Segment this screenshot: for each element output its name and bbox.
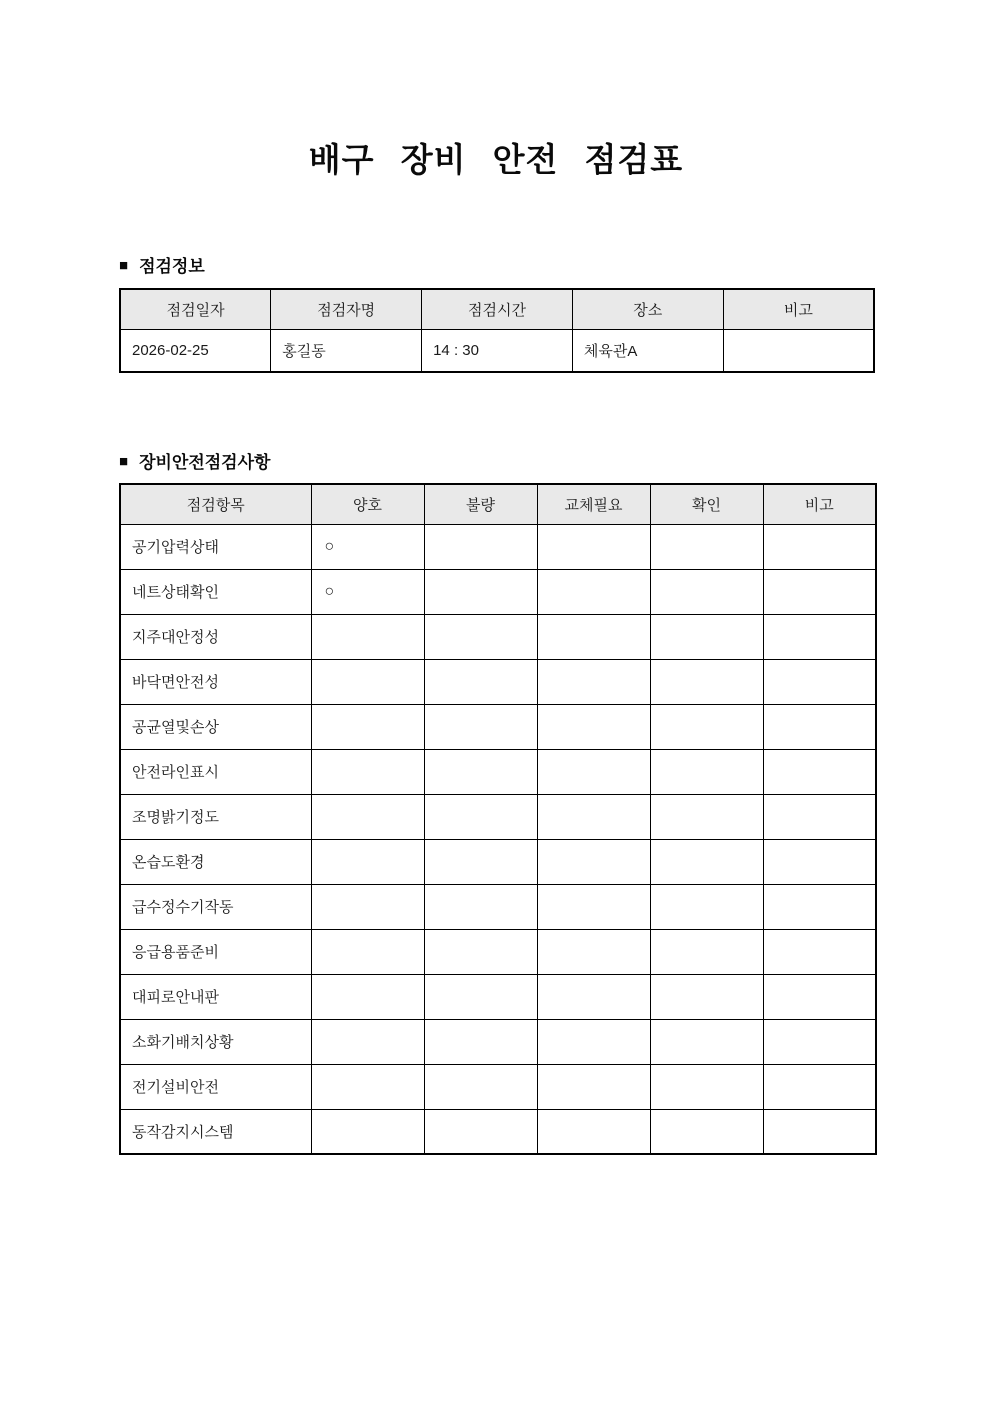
cell-confirm-mark xyxy=(650,884,763,929)
cell-row-note xyxy=(763,569,876,614)
cell-row-note xyxy=(763,1019,876,1064)
cell-replace-mark xyxy=(537,749,650,794)
cell-inspection-date: 2026-02-25 xyxy=(120,329,271,372)
cell-replace-mark xyxy=(537,929,650,974)
cell-good-mark xyxy=(311,929,424,974)
cell-bad-mark xyxy=(424,884,537,929)
document-title: 배구 장비 안전 점검표 xyxy=(308,141,684,178)
cell-bad-mark xyxy=(424,1064,537,1109)
checklist-row xyxy=(120,1109,876,1154)
checklist-row xyxy=(120,794,876,839)
cell-item-name: 급수정수기작동 xyxy=(120,884,311,929)
cell-row-note xyxy=(763,614,876,659)
cell-bad-mark xyxy=(424,794,537,839)
cell-good-mark xyxy=(311,749,424,794)
checklist-row xyxy=(120,929,876,974)
cell-confirm-mark xyxy=(650,614,763,659)
cell-item-name: 동작감지시스템 xyxy=(120,1109,311,1154)
cell-good-mark xyxy=(311,794,424,839)
cell-row-note xyxy=(763,884,876,929)
cell-bad-mark xyxy=(424,659,537,704)
cell-bad-mark xyxy=(424,569,537,614)
checklist-row xyxy=(120,1064,876,1109)
cell-row-note xyxy=(763,1109,876,1154)
cell-good-mark xyxy=(311,974,424,1019)
column-header-good: 양호 xyxy=(311,484,424,524)
cell-replace-mark xyxy=(537,704,650,749)
square-bullet-icon: ■ xyxy=(119,257,129,274)
cell-bad-mark xyxy=(424,839,537,884)
checklist-row xyxy=(120,569,876,614)
section-heading-equipment-checklist xyxy=(119,448,270,473)
cell-row-note xyxy=(763,704,876,749)
cell-bad-mark xyxy=(424,929,537,974)
cell-replace-mark xyxy=(537,569,650,614)
cell-confirm-mark xyxy=(650,794,763,839)
checklist-row xyxy=(120,884,876,929)
column-header-location: 장소 xyxy=(572,289,723,329)
cell-bad-mark xyxy=(424,704,537,749)
cell-item-name: 온습도환경 xyxy=(120,839,311,884)
info-table-row xyxy=(120,329,874,372)
cell-good-mark xyxy=(311,884,424,929)
cell-confirm-mark xyxy=(650,1019,763,1064)
column-header-time: 점검시간 xyxy=(422,289,573,329)
cell-bad-mark xyxy=(424,614,537,659)
column-header-confirm: 확인 xyxy=(650,484,763,524)
cell-row-note xyxy=(763,524,876,569)
cell-row-note xyxy=(763,929,876,974)
cell-good-mark xyxy=(311,614,424,659)
column-header-inspector: 점검자명 xyxy=(271,289,422,329)
column-header-note: 비고 xyxy=(763,484,876,524)
cell-confirm-mark xyxy=(650,569,763,614)
cell-replace-mark xyxy=(537,659,650,704)
cell-item-name: 전기설비안전 xyxy=(120,1064,311,1109)
cell-item-name: 지주대안정성 xyxy=(120,614,311,659)
column-header-replace: 교체필요 xyxy=(537,484,650,524)
cell-item-name: 응급용품준비 xyxy=(120,929,311,974)
cell-row-note xyxy=(763,974,876,1019)
checklist-row xyxy=(120,974,876,1019)
cell-item-name: 안전라인표시 xyxy=(120,749,311,794)
cell-replace-mark xyxy=(537,614,650,659)
cell-item-name: 바닥면안전성 xyxy=(120,659,311,704)
equipment-checklist-table xyxy=(119,483,877,1155)
checklist-row xyxy=(120,749,876,794)
cell-bad-mark xyxy=(424,524,537,569)
section-heading-label: 장비안전점검사항 xyxy=(139,453,271,472)
cell-item-name: 공균열및손상 xyxy=(120,704,311,749)
cell-bad-mark xyxy=(424,1109,537,1154)
column-header-item: 점검항목 xyxy=(120,484,311,524)
info-table-header-row xyxy=(120,289,874,329)
cell-item-name: 소화기배치상황 xyxy=(120,1019,311,1064)
cell-row-note xyxy=(763,659,876,704)
checklist-row xyxy=(120,524,876,569)
cell-good-mark xyxy=(311,1019,424,1064)
cell-good-mark: ○ xyxy=(311,569,424,614)
cell-confirm-mark xyxy=(650,659,763,704)
cell-bad-mark xyxy=(424,749,537,794)
cell-item-name: 공기압력상태 xyxy=(120,524,311,569)
cell-confirm-mark xyxy=(650,524,763,569)
checklist-header-row xyxy=(120,484,876,524)
inspection-info-table xyxy=(119,288,875,373)
cell-confirm-mark xyxy=(650,1109,763,1154)
cell-info-note xyxy=(723,329,874,372)
section-heading-inspection-info xyxy=(119,252,205,277)
cell-bad-mark xyxy=(424,1019,537,1064)
cell-replace-mark xyxy=(537,839,650,884)
cell-row-note xyxy=(763,839,876,884)
cell-good-mark xyxy=(311,704,424,749)
cell-row-note xyxy=(763,794,876,839)
cell-confirm-mark xyxy=(650,749,763,794)
cell-inspector-name: 홍길동 xyxy=(271,329,422,372)
column-header-date: 점검일자 xyxy=(120,289,271,329)
cell-confirm-mark xyxy=(650,974,763,1019)
column-header-note: 비고 xyxy=(723,289,874,329)
cell-item-name: 네트상태확인 xyxy=(120,569,311,614)
cell-replace-mark xyxy=(537,1019,650,1064)
cell-confirm-mark xyxy=(650,1064,763,1109)
cell-good-mark: ○ xyxy=(311,524,424,569)
cell-good-mark xyxy=(311,1109,424,1154)
cell-item-name: 대피로안내판 xyxy=(120,974,311,1019)
cell-good-mark xyxy=(311,839,424,884)
cell-row-note xyxy=(763,1064,876,1109)
cell-bad-mark xyxy=(424,974,537,1019)
checklist-row xyxy=(120,839,876,884)
checklist-row xyxy=(120,704,876,749)
cell-replace-mark xyxy=(537,794,650,839)
cell-good-mark xyxy=(311,659,424,704)
cell-location: 체육관A xyxy=(572,329,723,372)
column-header-bad: 불량 xyxy=(424,484,537,524)
cell-confirm-mark xyxy=(650,704,763,749)
cell-replace-mark xyxy=(537,1064,650,1109)
checklist-row xyxy=(120,1019,876,1064)
cell-confirm-mark xyxy=(650,929,763,974)
cell-replace-mark xyxy=(537,974,650,1019)
cell-inspection-time: 14 : 30 xyxy=(422,329,573,372)
cell-replace-mark xyxy=(537,884,650,929)
cell-good-mark xyxy=(311,1064,424,1109)
checklist-row xyxy=(120,659,876,704)
cell-item-name: 조명밝기정도 xyxy=(120,794,311,839)
square-bullet-icon: ■ xyxy=(119,453,129,470)
cell-replace-mark xyxy=(537,1109,650,1154)
cell-replace-mark xyxy=(537,524,650,569)
section-heading-label: 점검정보 xyxy=(139,257,205,276)
cell-row-note xyxy=(763,749,876,794)
cell-confirm-mark xyxy=(650,839,763,884)
checklist-row xyxy=(120,614,876,659)
